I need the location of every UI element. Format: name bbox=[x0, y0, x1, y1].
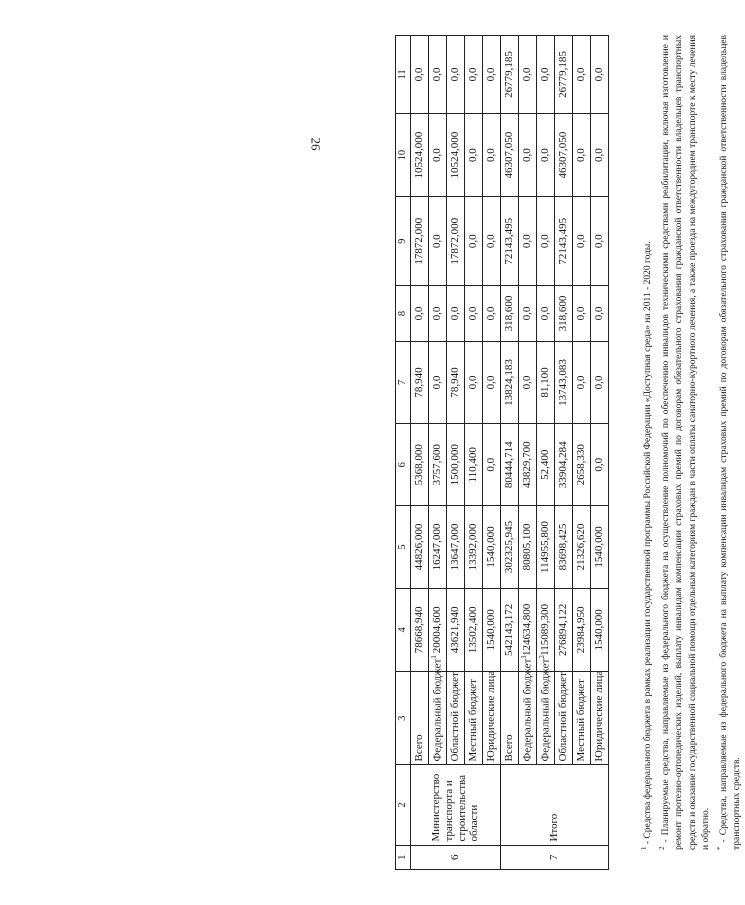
footnote bbox=[638, 35, 656, 870]
value-cell: 0,0 bbox=[483, 36, 501, 114]
value-cell: 276894,122 bbox=[555, 588, 573, 671]
value-cell: 3757,600 bbox=[429, 424, 447, 506]
column-number-cell: 3 bbox=[396, 672, 411, 765]
value-cell: 21326,620 bbox=[573, 506, 591, 588]
value-cell: 83698,425 bbox=[555, 506, 573, 588]
value-cell: 0,0 bbox=[447, 286, 465, 342]
value-cell: 110,400 bbox=[465, 424, 483, 506]
funding-source-text: Областной бюджет bbox=[448, 672, 461, 762]
funding-source-text: Всего bbox=[412, 734, 425, 762]
value-cell: 0,0 bbox=[573, 286, 591, 342]
value-cell: 26779,185 bbox=[501, 36, 519, 114]
value-cell: 1540,000 bbox=[483, 506, 501, 588]
table-row bbox=[465, 36, 483, 870]
funding-source-label bbox=[591, 672, 609, 765]
page-number: 26 bbox=[308, 137, 324, 151]
funding-source-label bbox=[501, 672, 519, 765]
value-cell: 72143,495 bbox=[555, 197, 573, 286]
table-row bbox=[519, 36, 537, 870]
column-number-cell: 2 bbox=[396, 765, 411, 845]
value-cell: 0,0 bbox=[537, 197, 555, 286]
value-cell: 43621,940 bbox=[447, 588, 465, 671]
value-cell: 0,0 bbox=[465, 197, 483, 286]
value-cell: 0,0 bbox=[519, 286, 537, 342]
value-cell: 0,0 bbox=[429, 113, 447, 196]
value-cell: 0,0 bbox=[591, 341, 609, 423]
funding-source-label bbox=[537, 655, 555, 765]
value-cell: 0,0 bbox=[483, 341, 501, 423]
funding-source-label bbox=[519, 655, 537, 765]
value-cell: 1540,000 bbox=[483, 588, 501, 671]
row-index: 7 bbox=[501, 845, 609, 869]
value-cell: 13824,183 bbox=[501, 341, 519, 423]
footnote-marker: 1 bbox=[429, 655, 438, 659]
value-cell: 318,600 bbox=[555, 286, 573, 342]
value-cell: 0,0 bbox=[591, 113, 609, 196]
budget-table-body bbox=[396, 36, 609, 870]
value-cell: 0,0 bbox=[591, 197, 609, 286]
value-cell: 114955,800 bbox=[537, 506, 555, 588]
value-cell: 13743,083 bbox=[555, 341, 573, 423]
footnote-marker: * bbox=[715, 846, 724, 850]
footnote-text: - Планируемые средства, направляемые из федерального бюджета на осуществление полномочий по обеспечению инвалидов техническими средствами реабилитации, включая изготовление и ремонт протезно-ортопедических изделий, выплату инвалидам компенсации страховых премий по договорам обязательного страхования гражданской ответственности владельцев транспортных средств и оказание государственной социальной помощи отдельным категориям граждан в части оплаты санаторно-курортного лечения, а также проезда на междугороднем транспорте к месту лечения и обратно. bbox=[660, 35, 712, 850]
column-number-cell: 6 bbox=[396, 424, 411, 506]
funding-source-text: Областной бюджет bbox=[556, 672, 569, 762]
footnote-marker: 1 bbox=[519, 655, 528, 659]
table-row bbox=[573, 36, 591, 870]
value-cell: 13647,000 bbox=[447, 506, 465, 588]
value-cell: 0,0 bbox=[519, 113, 537, 196]
budget-table bbox=[395, 35, 609, 870]
value-cell: 0,0 bbox=[411, 36, 429, 114]
value-cell: 81,100 bbox=[537, 341, 555, 423]
value-cell: 26779,185 bbox=[555, 36, 573, 114]
value-cell: 0,0 bbox=[573, 113, 591, 196]
value-cell: 0,0 bbox=[447, 36, 465, 114]
value-cell: 0,0 bbox=[573, 36, 591, 114]
value-cell: 0,0 bbox=[519, 197, 537, 286]
value-cell: 1540,000 bbox=[591, 588, 609, 671]
value-cell: 5368,000 bbox=[411, 424, 429, 506]
funding-source-text: Федеральный бюджет bbox=[539, 658, 552, 762]
funding-source-text: Юридические лица bbox=[484, 670, 497, 762]
footnotes bbox=[638, 35, 745, 870]
value-cell: 17872,000 bbox=[411, 197, 429, 286]
value-cell: 10524,000 bbox=[447, 113, 465, 196]
value-cell: 16247,000 bbox=[429, 506, 447, 588]
table-row bbox=[411, 36, 429, 870]
funding-source-text: Местный бюджет bbox=[466, 679, 479, 762]
funding-source-text: Юридические лица bbox=[592, 670, 605, 762]
value-cell: 43829,700 bbox=[519, 424, 537, 506]
footnote-marker: 1 bbox=[640, 846, 648, 850]
value-cell: 13502,400 bbox=[465, 588, 483, 671]
value-cell: 302325,945 bbox=[501, 506, 519, 588]
value-cell: 10524,000 bbox=[411, 113, 429, 196]
value-cell: 46307,050 bbox=[555, 113, 573, 196]
value-cell: 0,0 bbox=[537, 36, 555, 114]
funding-source-label bbox=[483, 672, 501, 765]
funding-source-text: Местный бюджет bbox=[574, 679, 587, 762]
value-cell: 80805,100 bbox=[519, 506, 537, 588]
value-cell: 0,0 bbox=[591, 286, 609, 342]
funding-source-text: Федеральный бюджет bbox=[521, 658, 534, 762]
value-cell: 0,0 bbox=[411, 286, 429, 342]
value-cell: 52,400 bbox=[537, 424, 555, 506]
value-cell: 318,600 bbox=[501, 286, 519, 342]
value-cell: 0,0 bbox=[465, 36, 483, 114]
footnote-text: - Средства федерального бюджета в рамках реализации государственной программы Российской Федерации «Доступная среда» на 2011 - 2020 годы. bbox=[643, 241, 654, 847]
value-cell: 115089,300 bbox=[537, 588, 555, 671]
value-cell: 0,0 bbox=[573, 197, 591, 286]
table-row bbox=[591, 36, 609, 870]
value-cell: 80444,714 bbox=[501, 424, 519, 506]
funding-source-label bbox=[573, 672, 591, 765]
column-number-cell: 9 bbox=[396, 197, 411, 286]
value-cell: 0,0 bbox=[537, 286, 555, 342]
funding-source-label bbox=[465, 672, 483, 765]
organization-name: Итого bbox=[501, 765, 609, 845]
value-cell: 0,0 bbox=[429, 286, 447, 342]
value-cell: 0,0 bbox=[483, 286, 501, 342]
value-cell: 2658,330 bbox=[573, 424, 591, 506]
table-row bbox=[501, 36, 519, 870]
column-number-row bbox=[396, 36, 411, 870]
value-cell: 23984,950 bbox=[573, 588, 591, 671]
column-number-cell: 10 bbox=[396, 113, 411, 196]
footnote-marker: 2 bbox=[657, 846, 666, 850]
funding-source-label bbox=[411, 672, 429, 765]
column-number-cell: 5 bbox=[396, 506, 411, 588]
funding-source-text: Федеральный бюджет bbox=[431, 658, 444, 762]
value-cell: 44826,000 bbox=[411, 506, 429, 588]
table-row bbox=[447, 36, 465, 870]
value-cell: 78668,940 bbox=[411, 588, 429, 671]
value-cell: 0,0 bbox=[537, 113, 555, 196]
value-cell: 0,0 bbox=[429, 341, 447, 423]
value-cell: 0,0 bbox=[429, 197, 447, 286]
funding-source-text: Всего bbox=[502, 734, 515, 762]
footnote-text: - Средства, направляемые из федерального бюджета на выплату компенсации инвалидам страховых премий по договорам обязательного страхования гражданской ответственности владельцев транспортных средств. bbox=[718, 35, 743, 850]
funding-source-label bbox=[447, 672, 465, 765]
value-cell: 78,940 bbox=[411, 341, 429, 423]
value-cell: 17872,000 bbox=[447, 197, 465, 286]
row-index: 6 bbox=[411, 845, 501, 869]
column-number-cell: 11 bbox=[396, 36, 411, 114]
value-cell: 1500,000 bbox=[447, 424, 465, 506]
value-cell: 0,0 bbox=[519, 36, 537, 114]
value-cell: 20004,600 bbox=[429, 588, 447, 671]
column-number-cell: 8 bbox=[396, 286, 411, 342]
column-number-cell: 1 bbox=[396, 845, 411, 869]
value-cell: 0,0 bbox=[483, 113, 501, 196]
table-row bbox=[483, 36, 501, 870]
table-row bbox=[429, 36, 447, 870]
funding-source-label bbox=[429, 655, 447, 765]
footnote-marker: 2 bbox=[537, 655, 546, 659]
footnote bbox=[714, 35, 745, 870]
table-row bbox=[537, 36, 555, 870]
value-cell: 0,0 bbox=[465, 113, 483, 196]
value-cell: 0,0 bbox=[465, 286, 483, 342]
rotated-page-content bbox=[395, 35, 743, 870]
value-cell: 124634,800 bbox=[519, 588, 537, 671]
value-cell: 33904,284 bbox=[555, 424, 573, 506]
value-cell: 0,0 bbox=[483, 424, 501, 506]
footnote bbox=[656, 35, 714, 870]
value-cell: 78,940 bbox=[447, 341, 465, 423]
value-cell: 72143,495 bbox=[501, 197, 519, 286]
value-cell: 46307,050 bbox=[501, 113, 519, 196]
value-cell: 0,0 bbox=[483, 197, 501, 286]
value-cell: 0,0 bbox=[429, 36, 447, 114]
funding-source-label bbox=[555, 672, 573, 765]
value-cell: 542143,172 bbox=[501, 588, 519, 671]
value-cell: 0,0 bbox=[465, 341, 483, 423]
column-number-cell: 4 bbox=[396, 588, 411, 671]
column-number-cell: 7 bbox=[396, 341, 411, 423]
value-cell: 0,0 bbox=[591, 36, 609, 114]
value-cell: 13392,000 bbox=[465, 506, 483, 588]
table-row bbox=[555, 36, 573, 870]
value-cell: 0,0 bbox=[591, 424, 609, 506]
value-cell: 1540,000 bbox=[591, 506, 609, 588]
value-cell: 0,0 bbox=[573, 341, 591, 423]
value-cell: 0,0 bbox=[519, 341, 537, 423]
organization-name: Министерство транспорта и строительства области bbox=[411, 765, 501, 845]
